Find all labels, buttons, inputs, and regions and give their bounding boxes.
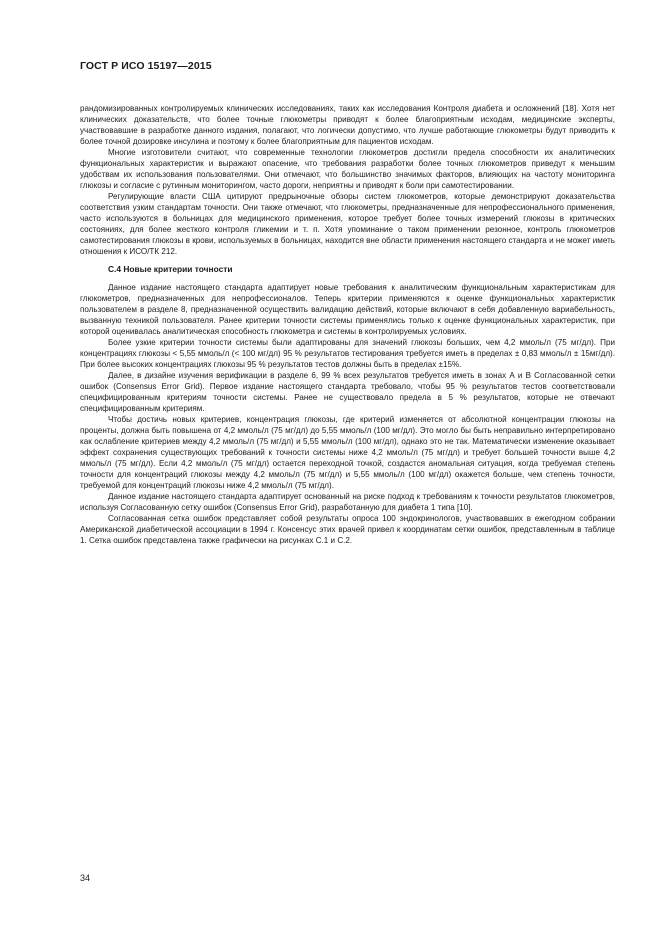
- paragraph: Согласованная сетка ошибок представляет собой результаты опроса 100 эндокринологов, участвовавших в ежегодном собрании Американской диабетической ассоциации в 1994 г. Консенсус этих врачей привел к координатам сетки ошибок, представленным в таблице 1. Сетка ошибок представлена также графически на рисунках С.1 и С.2.: [80, 514, 615, 545]
- paragraph: Чтобы достичь новых критериев, концентрация глюкозы, где критерий изменяется от абсолютной концентрации глюкозы на проценты, должна быть повышена от 4,2 ммоль/л (75 мг/дл) до 5,55 ммоль/л (100 мг/дл). Это могло бы быть неправильно интерпретировано как ослабление критериев между 4,2 ммоль/л (75 мг/дл) и 5,55 ммоль/л (100 мг/дл), однако это не так. Математически изменение оказывает эффект сохранения существующих требований к точности системы ниже 4,2 ммоль/л (75 мг/дл) и требует большей точности выше 4,2 ммоль/л (75 мг/дл). Если 4,2 ммоль/л (75 мг/дл) остается переходной точкой, создастся аномальная ситуация, когда требуемая степень точности для концентраций глюкозы между 4,2 ммоль/л (75 мг/дл) и 5,55 ммоль/л (100 мг/дл) окажется больше, чем степень точности, требуемой для концентраций глюкозы ниже 4,2 ммоль/л (75 мг/дл).: [80, 415, 615, 490]
- paragraph: рандомизированных контролируемых клинических исследованиях, таких как исследования Контроля диабета и осложнений [18]. Хотя нет клинических доказательств, что более точные глюкометры приводят к более благоприятным исходам, медицинские эксперты, участвовавшие в разработке данного издания, полагают, что логически допустимо, что лучше работающие глюкометры будут приводить к более точной дозировке инсулина и поэтому к более благоприятным для пациентов исходам.: [80, 104, 615, 146]
- document-header: ГОСТ Р ИСО 15197—2015: [80, 60, 212, 72]
- page-number: 34: [80, 873, 91, 883]
- paragraph: Данное издание настоящего стандарта адаптирует основанный на риске подход к требованиям к точности результатов глюкометров, используя Согласованную сетку ошибок (Consensus Error Grid), разработанную для диабета 1 типа [10].: [80, 492, 615, 512]
- paragraph: Более узкие критерии точности системы были адаптированы для значений глюкозы больших, чем 4,2 ммоль/л (75 мг/дл). При концентрациях глюкозы < 5,55 ммоль/л (< 100 мг/дл) 95 % результатов тестирования требуется иметь в пределах ± 0,83 ммоль/л ± 15мг/дл). При более высоких концентрациях глюкозы 95 % результатов тестов должны быть в пределах ±15%.: [80, 338, 615, 369]
- paragraph: Далее, в дизайне изучения верификации в разделе 6, 99 % всех результатов требуется иметь в зонах А и В Согласованной сетки ошибок (Consensus Error Grid). Первое издание настоящего стандарта требовало, чтобы 95 % результатов тестов соответствовали специфицированным критериям точности системы. Ранее не существовало предела в 5 % результатов, которые не отвечают специфицированным критериям.: [80, 371, 615, 413]
- main-text: [80, 103, 615, 546]
- paragraph: Регулирующие власти США цитируют предрыночные обзоры систем глюкометров, которые демонстрируют доказательства соответствия узким стандартам точности. Они также отмечают, что глюкометры, предназначенные для непрофессионального применения, часто используются в больницах для медицинского применения, которое требует более точных измерений глюкозы в критических состояниях, для более жесткого контроля гликемии и т. п. Хотя упоминание о таком применении резонное, контроль глюкометров самотестирования глюкозы в крови, используемых в больницах, находится вне области применения настоящего стандарта и не может иметь отношения к ИСО/ТК 212.: [80, 192, 615, 256]
- section-heading: С.4 Новые критерии точности: [108, 264, 233, 274]
- paragraph: Многие изготовители считают, что современные технологии глюкометров достигли предела способности их аналитических функциональных характеристик и выражают опасение, что требования разработки более точных глюкометров приведут к меньшим удобствам их использования пользователями. Они отмечают, что большинство значимых факторов, влияющих на частоту мониторинга глюкозы и согласие с рутинным мониторингом, часто дороги, неприятны и приводят к боли при самотестировании.: [80, 148, 615, 190]
- paragraph: Данное издание настоящего стандарта адаптирует новые требования к аналитическим функциональным характеристикам для глюкометров, предназначенных для непрофессионалов. Теперь критерии применяются к оценке функциональных характеристик пользователем в разделе 8, предназначенной осуществить валидацию действий, которые включают в себя добавленную вариабельность, вызванную техникой пользователя. Ранее критерии точности системы применялись только к оценке функциональных характеристик, при которой оценивалась аналитическая способность глюкометра и системы в контролируемых условиях.: [80, 283, 615, 336]
